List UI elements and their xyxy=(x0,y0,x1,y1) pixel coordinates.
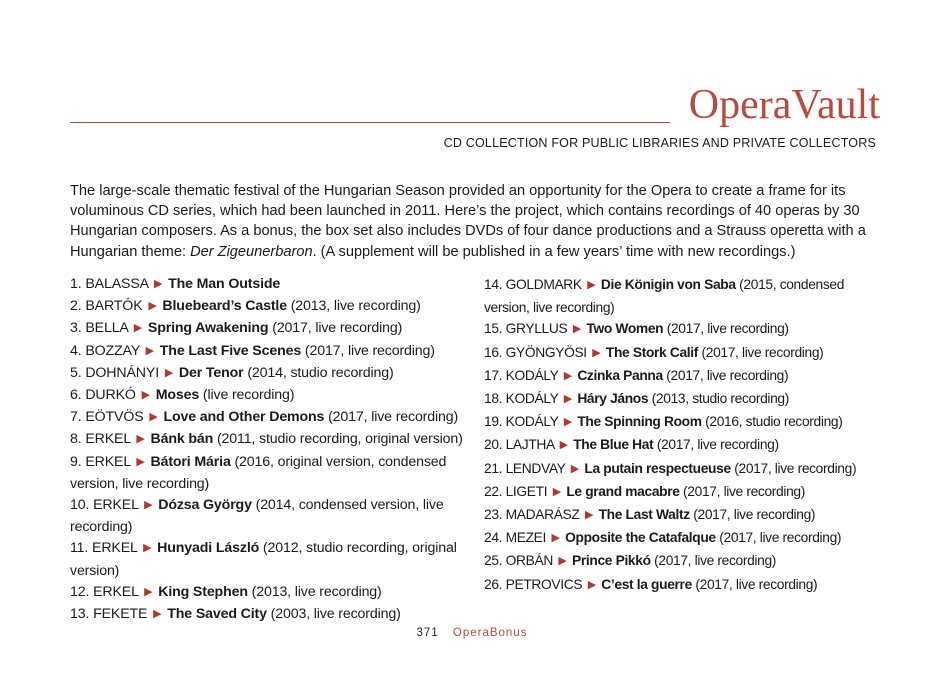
list-item xyxy=(70,429,470,451)
list-item xyxy=(484,527,884,550)
list-item xyxy=(484,481,884,504)
page-footer xyxy=(0,627,944,639)
list-item xyxy=(70,407,470,429)
list-item xyxy=(484,504,884,527)
arrow-icon: ▶ xyxy=(136,455,145,468)
opera-title: The Last Waltz xyxy=(598,507,690,523)
arrow-icon: ▶ xyxy=(144,585,153,598)
opera-title: Le grand macabre xyxy=(566,483,680,499)
list-item xyxy=(484,411,884,434)
list-item xyxy=(70,495,470,538)
opera-title: The Stork Calif xyxy=(605,344,699,360)
arrow-icon: ▶ xyxy=(563,393,572,406)
opera-title: Two Women xyxy=(586,321,664,337)
opera-title: Háry János xyxy=(577,391,649,407)
arrow-icon: ▶ xyxy=(559,439,568,452)
opera-title: Hunyadi László xyxy=(157,540,260,557)
list-item xyxy=(70,604,470,626)
composer-label: 10. ERKEL xyxy=(70,497,139,514)
opera-title: Der Tenor xyxy=(178,364,244,381)
arrow-icon: ▶ xyxy=(584,509,594,522)
opera-title: Czinka Panna xyxy=(577,367,663,383)
opera-title: Bluebeard’s Castle xyxy=(162,298,287,315)
header-rule xyxy=(70,122,670,123)
opera-title: C’est la guerre xyxy=(601,576,692,592)
recording-details: (2016, original version, condensed version, live recording) xyxy=(70,453,447,492)
composer-label: 18. KODÁLY xyxy=(484,391,559,407)
recording-details: (2014, studio recording) xyxy=(243,364,394,381)
recording-details: (2012, studio recording, original version) xyxy=(70,540,457,579)
arrow-icon: ▶ xyxy=(143,542,152,555)
composer-label: 12. ERKEL xyxy=(70,583,139,600)
recording-details: (2017, live recording) xyxy=(689,507,816,523)
arrow-icon: ▶ xyxy=(153,608,162,621)
list-item xyxy=(70,385,470,407)
recordings-list-right xyxy=(484,274,884,597)
opera-title: La putain respectueuse xyxy=(584,460,731,476)
composer-label: 13. FEKETE xyxy=(70,606,148,623)
list-item xyxy=(70,318,470,340)
list-item xyxy=(484,434,884,457)
list-item xyxy=(484,574,884,597)
list-item xyxy=(484,342,884,365)
opera-title: King Stephen xyxy=(158,583,248,600)
opera-title: The Man Outside xyxy=(168,276,281,292)
list-item xyxy=(484,274,884,318)
composer-label: 20. LAJTHA xyxy=(484,437,555,453)
page-subtitle: CD COLLECTION FOR PUBLIC LIBRARIES AND PRIVATE COLLECTORS xyxy=(443,136,876,150)
opera-title: Love and Other Demons xyxy=(163,409,325,426)
composer-label: 9. ERKEL xyxy=(70,453,131,470)
recording-details: (2015, condensed version, live recording) xyxy=(484,277,845,316)
recording-details: (2016, studio recording) xyxy=(701,414,843,430)
section-name: OperaBonus xyxy=(452,627,528,639)
composer-label: 6. DURKÓ xyxy=(70,387,136,404)
composer-label: 16. GYÖNGYÖSI xyxy=(484,344,587,360)
list-item xyxy=(70,363,470,385)
composer-label: 1. BALASSA xyxy=(70,276,149,292)
arrow-icon: ▶ xyxy=(572,323,581,336)
arrow-icon: ▶ xyxy=(164,366,174,379)
recording-details: (2017, live recording) xyxy=(663,321,789,337)
recording-details: (2013, live recording) xyxy=(247,583,382,600)
arrow-icon: ▶ xyxy=(587,279,596,291)
arrow-icon: ▶ xyxy=(552,485,561,498)
arrow-icon: ▶ xyxy=(148,300,157,313)
opera-title: Die Königin von Saba xyxy=(600,277,736,292)
opera-title: Bátori Mária xyxy=(150,453,231,470)
composer-label: 7. EÖTVÖS xyxy=(70,409,144,426)
opera-title: The Saved City xyxy=(167,606,267,623)
list-item xyxy=(484,388,884,411)
recording-details: (2017, live recording) xyxy=(268,320,403,337)
composer-label: 21. LENDVAY xyxy=(484,460,566,476)
composer-label: 3. BELLA xyxy=(70,320,128,337)
arrow-icon: ▶ xyxy=(587,578,596,591)
opera-title: Prince Pikkó xyxy=(572,553,651,569)
arrow-icon: ▶ xyxy=(144,499,153,512)
recording-details: (2017, live recording) xyxy=(730,460,857,476)
arrow-icon: ▶ xyxy=(558,555,567,568)
opera-title: The Last Five Scenes xyxy=(159,342,302,359)
recording-details: (2013, live recording) xyxy=(286,298,421,315)
opera-title: The Blue Hat xyxy=(573,437,654,453)
list-item xyxy=(484,318,884,341)
arrow-icon: ▶ xyxy=(133,322,143,335)
recording-details: (2011, studio recording, original version) xyxy=(213,431,463,448)
recording-details: (live recording) xyxy=(199,387,295,404)
arrow-icon: ▶ xyxy=(153,278,163,290)
composer-label: 24. MEZEI xyxy=(484,530,547,546)
list-item xyxy=(484,458,884,481)
arrow-icon: ▶ xyxy=(145,344,154,357)
arrow-icon: ▶ xyxy=(136,433,145,446)
list-item xyxy=(70,341,470,363)
composer-label: 15. GRYLLUS xyxy=(484,321,568,337)
arrow-icon: ▶ xyxy=(551,532,560,545)
list-item xyxy=(70,452,470,495)
recording-details: (2017, live recording) xyxy=(698,344,824,360)
list-item xyxy=(70,274,470,296)
recording-details: (2003, live recording) xyxy=(266,606,401,623)
list-item xyxy=(70,582,470,604)
opera-title: Opposite the Catafalque xyxy=(565,530,716,546)
arrow-icon: ▶ xyxy=(592,346,601,359)
list-item xyxy=(484,550,884,573)
brand-title: OperaVault xyxy=(688,82,880,128)
recording-details: (2017, live recording) xyxy=(650,553,777,569)
composer-label: 26. PETROVICS xyxy=(484,576,583,592)
opera-title: Bánk bán xyxy=(150,431,214,448)
recording-details: (2017, live recording) xyxy=(679,483,805,499)
opera-title: The Spinning Room xyxy=(577,414,702,430)
composer-label: 23. MADARÁSZ xyxy=(484,507,580,523)
arrow-icon: ▶ xyxy=(563,416,572,429)
composer-label: 8. ERKEL xyxy=(70,431,131,448)
page-number: 371 xyxy=(416,627,439,639)
composer-label: 11. ERKEL xyxy=(70,540,138,557)
arrow-icon: ▶ xyxy=(141,389,150,402)
intro-text-start: The large-scale thematic festival of the Hungarian Season provided an opportunity for the Opera to create a frame for its voluminous CD series, which had been launched in 2011. Here’s the project, which contains recordings of 40 operas by 30 Hungarian composers. As a bonus, the box set also includes DVDs of four dance productions and a Strauss operetta with a Hungarian theme: xyxy=(70,183,866,260)
composer-label: 25. ORBÁN xyxy=(484,553,553,569)
recording-details: (2013, studio recording) xyxy=(648,391,790,407)
opera-title: Moses xyxy=(155,387,200,404)
list-item xyxy=(70,538,470,581)
recording-details: (2017, live recording) xyxy=(715,530,842,546)
composer-label: 19. KODÁLY xyxy=(484,414,559,430)
composer-label: 2. BARTÓK xyxy=(70,298,143,315)
arrow-icon: ▶ xyxy=(149,411,158,424)
recording-details: (2017, live recording) xyxy=(301,342,435,359)
recording-details: (2017, live recording) xyxy=(662,367,789,383)
list-item xyxy=(484,365,884,388)
intro-italic-title: Der Zigeunerbaron xyxy=(190,243,313,260)
recordings-list-left xyxy=(70,274,470,626)
arrow-icon: ▶ xyxy=(563,369,572,382)
intro-text-end: . (A supplement will be published in a few years’ time with new recordings.) xyxy=(312,243,796,260)
list-item xyxy=(70,296,470,318)
opera-title: Spring Awakening xyxy=(147,320,269,337)
recording-details: (2017, live recording) xyxy=(653,437,779,453)
intro-paragraph xyxy=(70,181,890,262)
composer-label: 5. DOHNÁNYI xyxy=(70,364,160,381)
composer-label: 17. KODÁLY xyxy=(484,367,559,383)
arrow-icon: ▶ xyxy=(570,462,579,475)
recording-details: (2017, live recording) xyxy=(691,576,818,592)
composer-label: 4. BOZZAY xyxy=(70,342,140,359)
composer-label: 14. GOLDMARK xyxy=(484,277,582,292)
composer-label: 22. LIGETI xyxy=(484,483,548,499)
recording-details: (2014, condensed version, live recording) xyxy=(70,497,444,536)
opera-title: Dózsa György xyxy=(158,497,252,514)
recording-details: (2017, live recording) xyxy=(324,409,459,426)
